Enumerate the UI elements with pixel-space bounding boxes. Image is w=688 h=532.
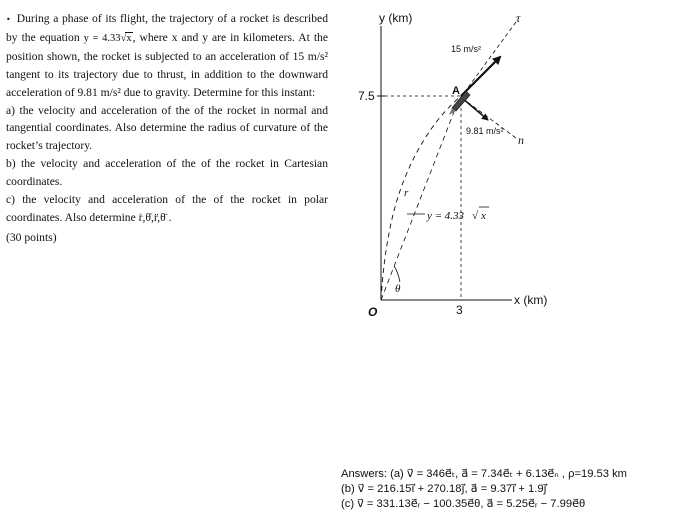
part-c: c) the velocity and acceleration of the of the rocket in polar coordinates. Also determine ṙ,θ̇,r̈,θ̈ . — [6, 193, 328, 224]
angle-label: θ — [395, 283, 401, 295]
gravity-acceleration-label: 9.81 m/s² — [466, 126, 504, 136]
radius-label: r — [404, 187, 409, 199]
thrust-acceleration-arrow — [461, 57, 500, 96]
answer-line-a: Answers: (a) v⃗ = 346e⃗ₜ, a⃗ = 7.34e⃗ₜ + 6.13e⃗ₙ , ρ=19.53 km — [341, 468, 627, 480]
angle-arc — [394, 266, 400, 282]
answers-block — [341, 467, 686, 513]
part-a: a) the velocity and acceleration of the of the rocket in normal and tangential coordinates. Also determine the radius of curvature of the rocket’s trajectory. — [6, 103, 328, 153]
tangent-label: τ — [516, 11, 521, 25]
origin-label: O — [368, 305, 378, 319]
curve-equation-root-icon: √ — [472, 210, 479, 222]
answer-line-c: (c) v⃗ = 331.13e⃗ᵣ − 100.35e⃗θ, a⃗ = 5.25e⃗ᵣ − 7.99e⃗θ — [341, 498, 586, 511]
normal-label: n — [518, 133, 524, 147]
intro-text: During a phase of its flight, the trajectory of a rocket is described by the equation — [6, 12, 328, 44]
bullet-marker: • — [6, 15, 11, 24]
part-b: b) the velocity and acceleration of the of the rocket in Cartesian coordinates. — [6, 157, 328, 189]
tangent-line — [464, 22, 516, 93]
answer-line-b: (b) v⃗ = 216.15ı⃗ + 270.18ȷ⃗, a⃗ = 9.37ı⃗ + 1.9ȷ⃗ — [341, 483, 547, 496]
y-tick-label: 7.5 — [358, 89, 375, 103]
y-axis-label: y (km) — [379, 11, 413, 25]
equation-radicand: x — [126, 32, 132, 44]
thrust-acceleration-label: 15 m/s² — [451, 44, 482, 54]
curve-equation-radicand: x — [481, 210, 486, 222]
intro-text-continued: , where x and y are in kilometers. At the position shown, the rocket is subjected to an acceleration of 15 m/s² tangent to its trajectory due to thrust, in addition to the downward acceleration of 9.81 m/s² due to gravity. Determine for this instant: — [6, 30, 328, 99]
curve-equation-lhs: y = 4.33 — [427, 210, 465, 222]
x-axis-label: x (km) — [514, 293, 548, 307]
position-radius-line — [381, 99, 459, 300]
gravity-acceleration-arrow — [462, 98, 488, 120]
trajectory-equation: y = 4.33√x — [83, 32, 132, 44]
points-value: (30 points) — [6, 230, 57, 244]
x-tick-label: 3 — [456, 303, 463, 317]
point-a-label: A — [452, 85, 460, 97]
equation-lhs: y = 4.33 — [83, 32, 121, 44]
